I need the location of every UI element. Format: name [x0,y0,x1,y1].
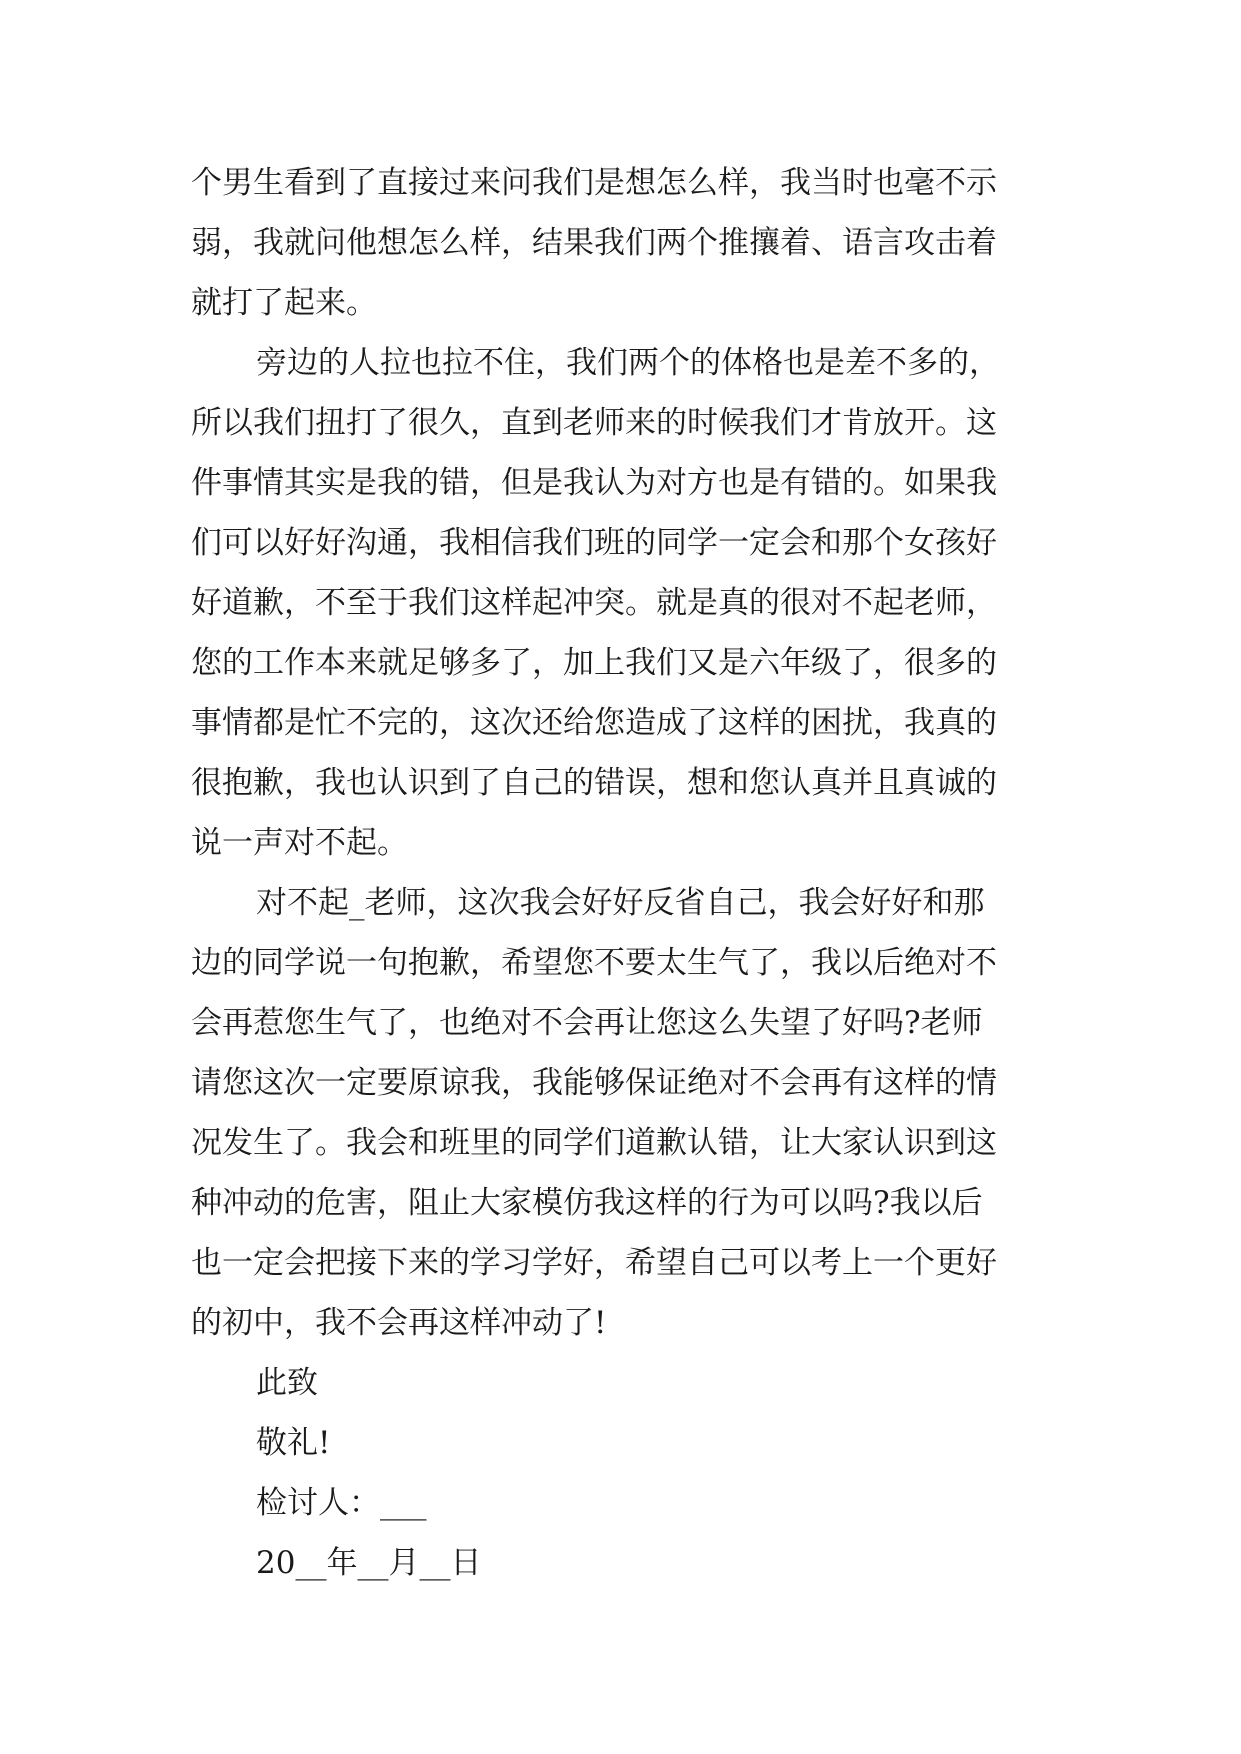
body-line: 边的同学说一句抱歉，希望您不要太生气了，我以后绝对不 [191,945,997,981]
body-line: 个男生看到了直接过来问我们是想怎么样，我当时也毫不示 [191,165,997,201]
body-line: 说一声对不起。 [191,825,408,861]
body-line: 就打了起来。 [191,285,377,321]
body-line: 所以我们扭打了很久，直到老师来的时候我们才肯放开。这 [191,405,997,441]
signer-line: 检讨人：___ [256,1485,427,1521]
body-line: 请您这次一定要原谅我，我能够保证绝对不会再有这样的情 [191,1065,997,1101]
body-line: 您的工作本来就足够多了，加上我们又是六年级了，很多的 [191,645,997,681]
body-line: 件事情其实是我的错，但是我认为对方也是有错的。如果我 [191,465,997,501]
paragraph-start-line: 对不起_老师，这次我会好好反省自己，我会好好和那 [256,885,985,921]
body-line: 也一定会把接下来的学习学好，希望自己可以考上一个更好 [191,1245,997,1281]
body-line: 们可以好好沟通，我相信我们班的同学一定会和那个女孩好 [191,525,997,561]
body-line: 好道歉，不至于我们这样起冲突。就是真的很对不起老师， [191,585,997,621]
body-line: 弱，我就问他想怎么样，结果我们两个推攘着、语言攻击着 [191,225,997,261]
date-line: 20__年__月__日 [256,1545,482,1581]
body-line: 会再惹您生气了，也绝对不会再让您这么失望了好吗?老师 [191,1005,983,1041]
body-line: 况发生了。我会和班里的同学们道歉认错，让大家认识到这 [191,1125,997,1161]
closing-regards: 敬礼! [256,1425,331,1461]
closing-salutation: 此致 [256,1365,318,1401]
paragraph-start-line: 旁边的人拉也拉不住，我们两个的体格也是差不多的， [256,345,1000,381]
body-line: 很抱歉，我也认识到了自己的错误，想和您认真并且真诚的 [191,765,997,801]
body-line: 的初中，我不会再这样冲动了! [191,1305,607,1341]
body-line: 种冲动的危害，阻止大家模仿我这样的行为可以吗?我以后 [191,1185,983,1221]
body-line: 事情都是忙不完的，这次还给您造成了这样的困扰，我真的 [191,705,997,741]
